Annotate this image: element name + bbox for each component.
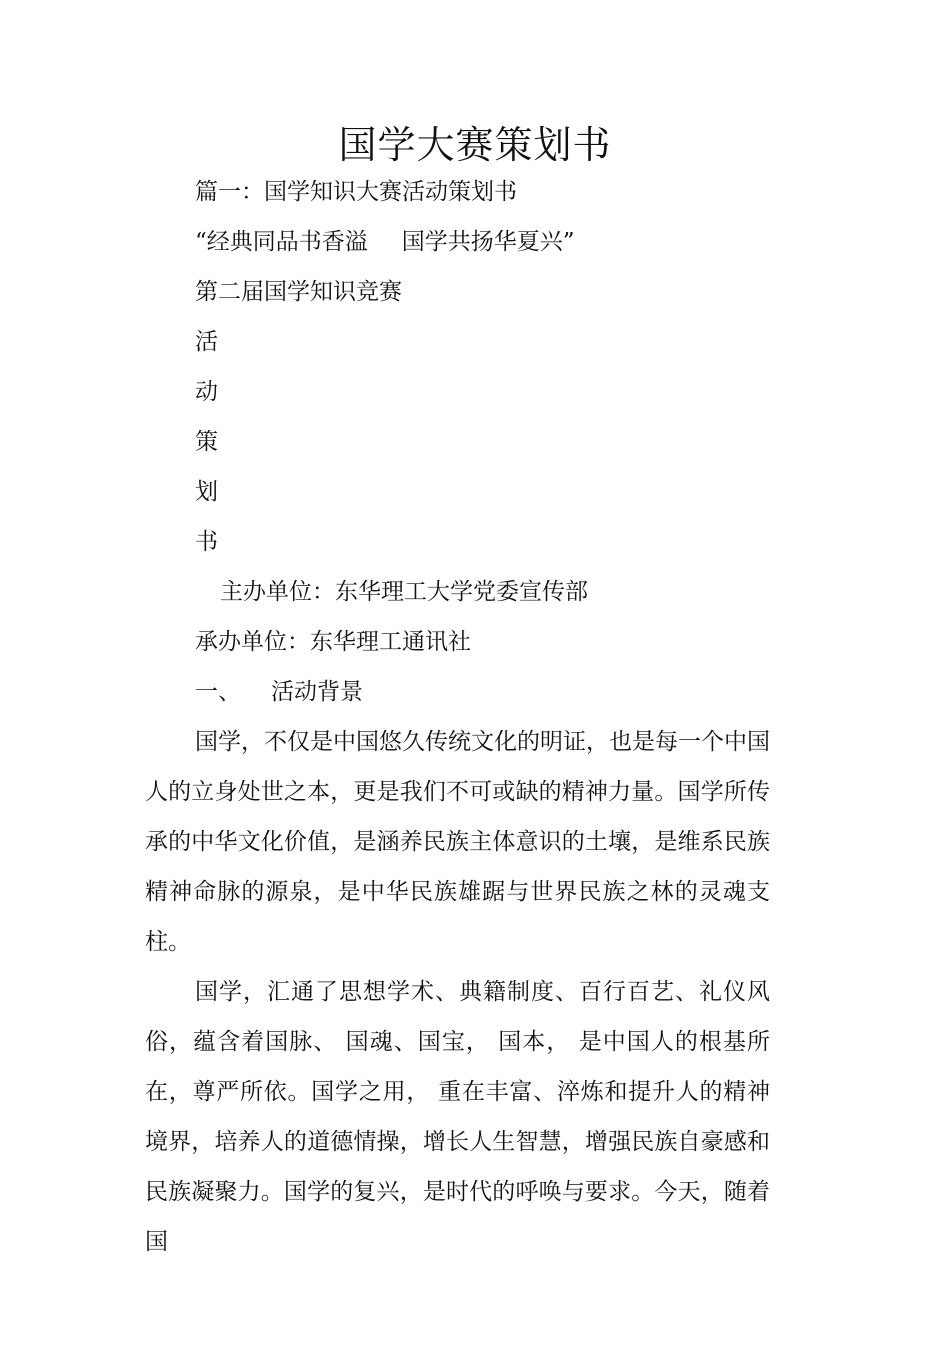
- slogan-part-1: “经典同品书香溢: [195, 229, 368, 255]
- vertical-char-3: 策: [195, 429, 218, 455]
- slogan-part-2: 国学共扬华夏兴”: [401, 229, 575, 255]
- event-name: 第二届国学知识竞赛: [195, 279, 402, 305]
- vertical-char-2: 动: [195, 379, 218, 405]
- paragraph-2: 国学，汇通了思想学术、典籍制度、百行百艺、礼仪风俗，蕴含着国脉、 国魂、国宝， 国本， 是中国人的根基所在，尊严所依。国学之用， 重在丰富、淬炼和提升人的精神境界，培养人的道德情操，增长人生智慧，增强民族自豪感和民族凝聚力。国学的复兴，是时代的呼唤与要求。今天，随着国: [145, 979, 770, 1255]
- section-number: 一、: [195, 679, 241, 705]
- section-title: 活动背景: [271, 679, 363, 705]
- slogan: [195, 227, 575, 257]
- document-title: 国学大赛策划书: [338, 123, 612, 167]
- vertical-char-1: 活: [195, 329, 218, 355]
- organizer-unit: 承办单位：东华理工通讯社: [195, 629, 471, 655]
- vertical-char-5: 书: [195, 529, 218, 555]
- subheading-piece-one: 篇一：国学知识大赛活动策划书: [195, 179, 517, 205]
- host-unit: 主办单位：东华理工大学党委宣传部: [220, 579, 588, 605]
- vertical-char-4: 划: [195, 479, 218, 505]
- section-heading-background: [195, 677, 363, 707]
- paragraph-1: 国学，不仅是中国悠久传统文化的明证，也是每一个中国人的立身处世之本，更是我们不可或缺的精神力量。国学所传承的中华文化价值，是涵养民族主体意识的土壤，是维系民族精神命脉的源泉，是中华民族雄踞与世界民族之林的灵魂支柱。: [145, 729, 770, 955]
